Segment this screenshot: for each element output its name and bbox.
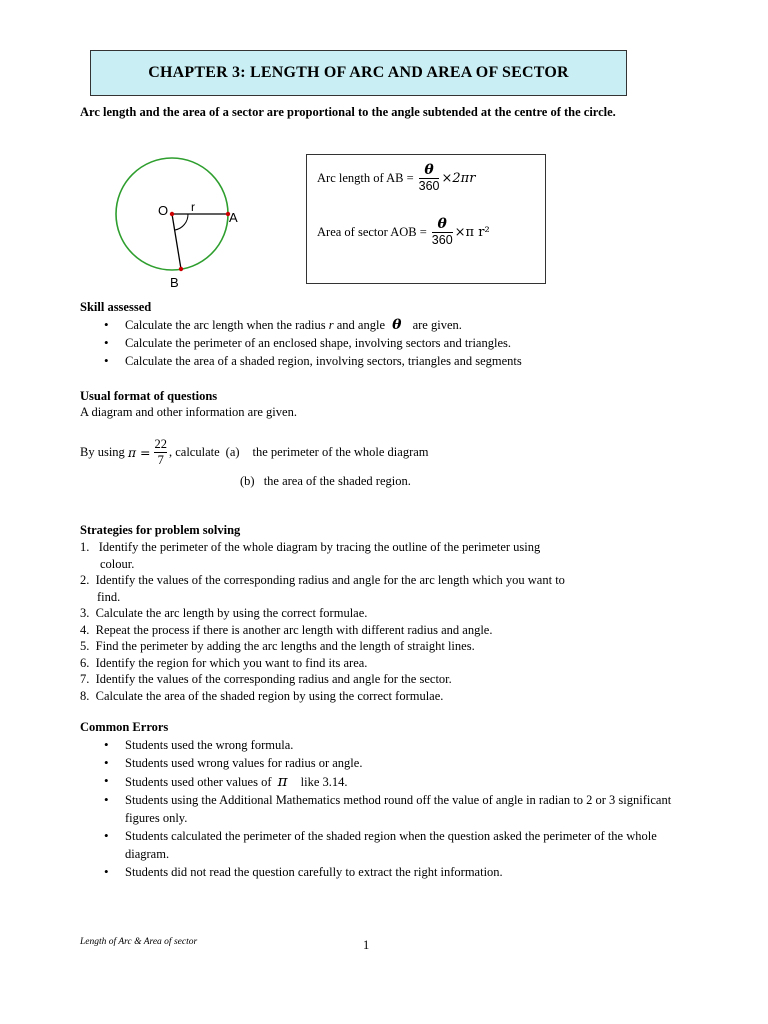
area-fraction: [432, 217, 453, 248]
part-b-label: (b): [240, 474, 255, 488]
skill-section: [80, 300, 700, 370]
page-number: 1: [363, 938, 370, 952]
strategies-section: [80, 523, 680, 704]
arc-theta: θ: [424, 162, 434, 178]
error-item: • Students used the wrong formula.: [80, 736, 680, 754]
format-line: A diagram and other information are given.: [80, 405, 297, 419]
part-b-text: the area of the shaded region.: [263, 474, 411, 488]
arc-length-label: Arc length of AB =: [317, 171, 414, 185]
error-item: • Students did not read the question carefully to extract the right information.: [80, 863, 680, 881]
pi-equals: π =: [127, 445, 151, 460]
part-b-line: [240, 474, 411, 489]
error-item: • Students calculated the perimeter of the shaded region when the question asked the perimeter of the whole diagram.: [80, 827, 680, 863]
pi-denominator: 7: [157, 453, 164, 467]
point-b: [179, 267, 183, 271]
area-360: 360: [431, 233, 453, 247]
pi-numerator: 22: [154, 437, 167, 451]
errors-heading: Common Errors: [80, 720, 169, 734]
radius-ob: [172, 214, 181, 269]
error-item: • Students using the Additional Mathematics method round off the value of angle in radian to 2 or 3 significant figures only.: [80, 791, 680, 827]
format-heading: Usual format of questions: [80, 389, 218, 403]
format-section: [80, 389, 700, 420]
area-theta: θ: [437, 216, 447, 232]
strategy-item: 8. Calculate the area of the shaded region by using the correct formulae.: [80, 688, 444, 703]
strategy-item: 6. Identify the region for which you want to find its area.: [80, 655, 368, 670]
skill-item: • Calculate the area of a shaded region, involving sectors, triangles and segments: [80, 352, 700, 370]
strategy-item: 1. Identify the perimeter of the whole diagram by tracing the outline of the perimeter using colour.: [80, 540, 541, 571]
strategy-item: 5. Find the perimeter by adding the arc lengths and the length of straight lines.: [80, 639, 475, 653]
pi-line: [80, 437, 429, 468]
area-tail: ×π r²: [454, 225, 490, 240]
skill-item: • Calculate the perimeter of an enclosed shape, involving sectors and triangles.: [80, 334, 700, 352]
label-r: r: [191, 200, 195, 214]
part-a-text: the perimeter of the whole diagram: [252, 445, 429, 459]
strategy-item: 2. Identify the values of the corresponding radius and angle for the arc length which you want to find.: [80, 573, 565, 604]
error-item: • Students used wrong values for radius or angle.: [80, 754, 680, 772]
error-item: • Students used other values of π like 3.14.: [80, 772, 680, 791]
intro-text: Arc length and the area of a sector are proportional to the angle subtended at the centre of the circle.: [80, 105, 616, 119]
chapter-title: CHAPTER 3: LENGTH OF ARC AND AREA OF SECTOR: [90, 50, 627, 96]
part-a-label: (a): [225, 445, 240, 459]
arc-360: 360: [418, 179, 440, 193]
sector-area-label: Area of sector AOB =: [317, 225, 427, 239]
label-o: O: [158, 203, 169, 218]
angle-arc: [175, 214, 188, 230]
arc-fraction: [419, 163, 440, 194]
strategy-item: 3. Calculate the arc length by using the correct formulae.: [80, 606, 368, 620]
circle-diagram: [110, 156, 240, 292]
label-b: B: [170, 275, 179, 290]
skill-heading: Skill assessed: [80, 300, 152, 314]
formula-box: [306, 154, 546, 284]
label-a: A: [229, 210, 238, 225]
pi-symbol: π: [277, 772, 288, 790]
errors-section: [80, 720, 680, 881]
strategies-heading: Strategies for problem solving: [80, 523, 241, 537]
arc-tail: ×2πr: [441, 171, 476, 186]
skill-item: • Calculate the arc length when the radius r and angle θ are given.: [80, 316, 700, 334]
theta-symbol: θ: [392, 317, 402, 333]
calculate-text: , calculate: [168, 445, 220, 459]
arc-length-formula: [317, 163, 475, 194]
point-o: [170, 212, 174, 216]
pi-fraction: [154, 437, 167, 468]
strategy-item: 4. Repeat the process if there is another arc length with different radius and angle.: [80, 622, 493, 637]
strategy-item: 7. Identify the values of the corresponding radius and angle for the sector.: [80, 672, 452, 686]
sector-area-formula: [317, 217, 490, 248]
footer-title: Length of Arc & Area of sector: [80, 937, 198, 947]
by-using-text: By using: [80, 445, 125, 459]
